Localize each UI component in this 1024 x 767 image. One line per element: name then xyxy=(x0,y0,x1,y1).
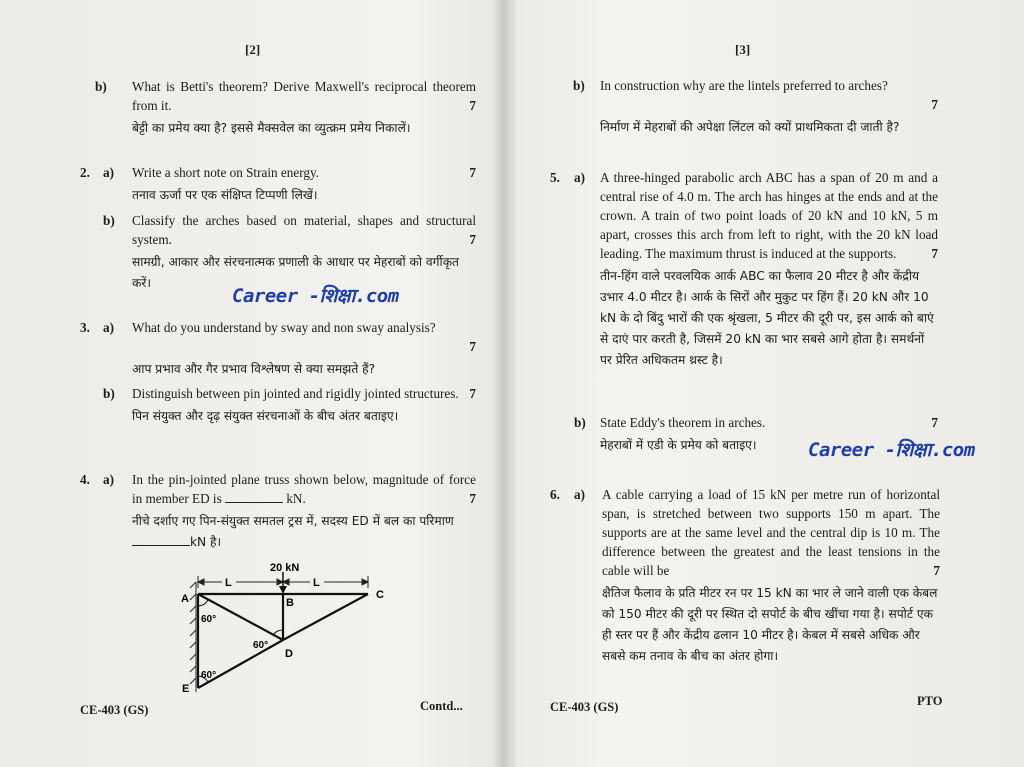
member-cd xyxy=(283,594,368,640)
sub-label: b) xyxy=(103,213,115,228)
question-number: 3. xyxy=(80,320,90,335)
marks: 7 xyxy=(933,563,940,578)
sub-label: b) xyxy=(95,79,107,94)
wall-support xyxy=(190,582,196,692)
node-e-label: E xyxy=(182,683,190,695)
span-label-left: L xyxy=(225,577,232,589)
left-page xyxy=(0,0,492,767)
question-text: State Eddy's theorem in arches. xyxy=(600,415,766,430)
question-text-hindi: नीचे दर्शाए गए पिन-संयुक्त समतल ट्रस में, सदस्य ED में बल का परिमाण xyxy=(132,514,454,528)
question-text: Write a short note on Strain energy. xyxy=(132,165,319,180)
sub-label: b) xyxy=(103,386,115,401)
footer-code: CE-403 (GS) xyxy=(80,703,149,717)
node-d-label: D xyxy=(285,648,293,660)
sub-label: a) xyxy=(103,472,114,487)
footer-pto: PTO xyxy=(917,694,943,708)
question-text-hindi: निर्माण में मेहराबों की अपेक्षा लिंटल को क्यों प्राथमिकता दी जाती है? xyxy=(600,120,900,134)
question-number: 4. xyxy=(80,472,90,487)
angle-label-top: 60° xyxy=(201,614,217,625)
footer-contd: Contd... xyxy=(420,699,463,713)
question-unit: kN. xyxy=(286,491,306,506)
question-text-hindi: मेहराबों में एडी के प्रमेय को बताइए। xyxy=(600,438,757,452)
question-unit-hindi: kN है। xyxy=(190,535,222,549)
answer-blank xyxy=(132,545,190,546)
watermark: Career -शिक्षा.com xyxy=(808,439,975,461)
question-text: In construction why are the lintels preferred to arches? xyxy=(600,78,888,93)
question-text-hindi: पिन संयुक्त और दृढ़ संयुक्त संरचनाओं के बीच अंतर बताइए। xyxy=(132,409,399,423)
marks: 7 xyxy=(931,97,938,112)
marks: 7 xyxy=(469,165,476,180)
question-text: Classify the arches based on material, shapes and structural system. xyxy=(132,213,476,247)
question-text-hindi: तीन-हिंग वाले परवलयिक आर्क ABC का फैलाव 20 मीटर है और केंद्रीय उभार 4.0 मीटर है। आर्क के सिरों और मुकुट पर हिंग हैं। 20 kN और 10 kN के दो बिंदु भारों की एक श्रृंखला, 5 मीटर की दूरी पर, इस आर्क को बाएं से दाएं पार करती है, जिसमें 20 kN का भार सबसे आगे होता है। समर्थनों पर प्रेरित अधिकतम थ्रस्ट है। xyxy=(600,269,934,367)
marks: 7 xyxy=(931,246,938,261)
question-text-hindi: आप प्रभाव और गैर प्रभाव विश्लेषण से क्या समझते हैं? xyxy=(132,362,376,376)
question-number: 5. xyxy=(550,170,560,185)
load-label: 20 kN xyxy=(270,562,300,574)
sub-label: a) xyxy=(103,165,114,180)
sub-label: a) xyxy=(574,487,585,502)
question-text: A three-hinged parabolic arch ABC has a span of 20 m and a central rise of 4.0 m. The arch has hinges at the ends and at the crown. A train of two point loads of 20 kN and 10 kN, 5 m apart, crosses this arch from left to right, with the 20 kN load leading. The maximum thrust is induced at the supports. xyxy=(600,170,938,261)
question-text: In the pin-jointed plane truss shown below, magnitude of force in member ED is xyxy=(132,472,476,506)
question-text: Distinguish between pin jointed and rigidly jointed structures. xyxy=(132,386,459,401)
span-label-right: L xyxy=(313,577,320,589)
page-number: [2] xyxy=(245,42,261,57)
question-text: What do you understand by sway and non sway analysis? xyxy=(132,320,436,335)
question-number: 2. xyxy=(80,165,90,180)
marks: 7 xyxy=(469,232,476,247)
marks: 7 xyxy=(931,415,938,430)
page-number: [3] xyxy=(735,42,751,57)
angle-label-mid: 60° xyxy=(253,640,269,651)
sub-label: b) xyxy=(574,415,586,430)
marks: 7 xyxy=(469,491,476,506)
node-a-label: A xyxy=(181,593,189,605)
question-text-hindi: तनाव ऊर्जा पर एक संक्षिप्त टिप्पणी लिखें। xyxy=(132,188,318,202)
question-text: What is Betti's theorem? Derive Maxwell's reciprocal theorem from it. xyxy=(132,79,476,113)
marks: 7 xyxy=(469,98,476,113)
marks: 7 xyxy=(469,339,476,354)
sub-label: a) xyxy=(574,170,585,185)
question-text-hindi: क्षैतिज फैलाव के प्रति मीटर रन पर 15 kN का भार ले जाने वाली एक केबल को 150 मीटर की दूरी पर स्थित दो सपोर्ट के बीच खींचा गया है। सपोर्ट एक ही स्तर पर हैं और केंद्रीय ढलान 10 मीटर है। केबल में सबसे अधिक और सबसे कम तनाव के बीच का अंतर होगा। xyxy=(602,586,938,663)
node-c-label: C xyxy=(376,589,384,601)
truss-figure xyxy=(170,560,400,700)
footer-code: CE-403 (GS) xyxy=(550,700,619,714)
question-text-hindi: सामग्री, आकार और संरचनात्मक प्रणाली के आधार पर मेहराबों को वर्गीकृत करें। xyxy=(132,255,460,290)
node-b-label: B xyxy=(286,597,294,609)
marks: 7 xyxy=(469,386,476,401)
answer-blank xyxy=(225,502,283,503)
angle-label-bottom: 60° xyxy=(201,670,217,681)
sub-label: b) xyxy=(573,78,585,93)
right-page xyxy=(500,0,1024,767)
watermark: Career -शिक्षा.com xyxy=(232,285,399,307)
question-text: A cable carrying a load of 15 kN per metre run of horizontal span, is stretched between two supports 150 m apart. The supports are at the same level and the central dip is 10 m. The difference between the greatest and the least tensions in the cable will be xyxy=(602,487,940,578)
sub-label: a) xyxy=(103,320,114,335)
question-number: 6. xyxy=(550,487,560,502)
question-text-hindi: बेट्टी का प्रमेय क्या है? इससे मैक्सवेल का व्युत्क्रम प्रमेय निकालें। xyxy=(132,121,411,135)
